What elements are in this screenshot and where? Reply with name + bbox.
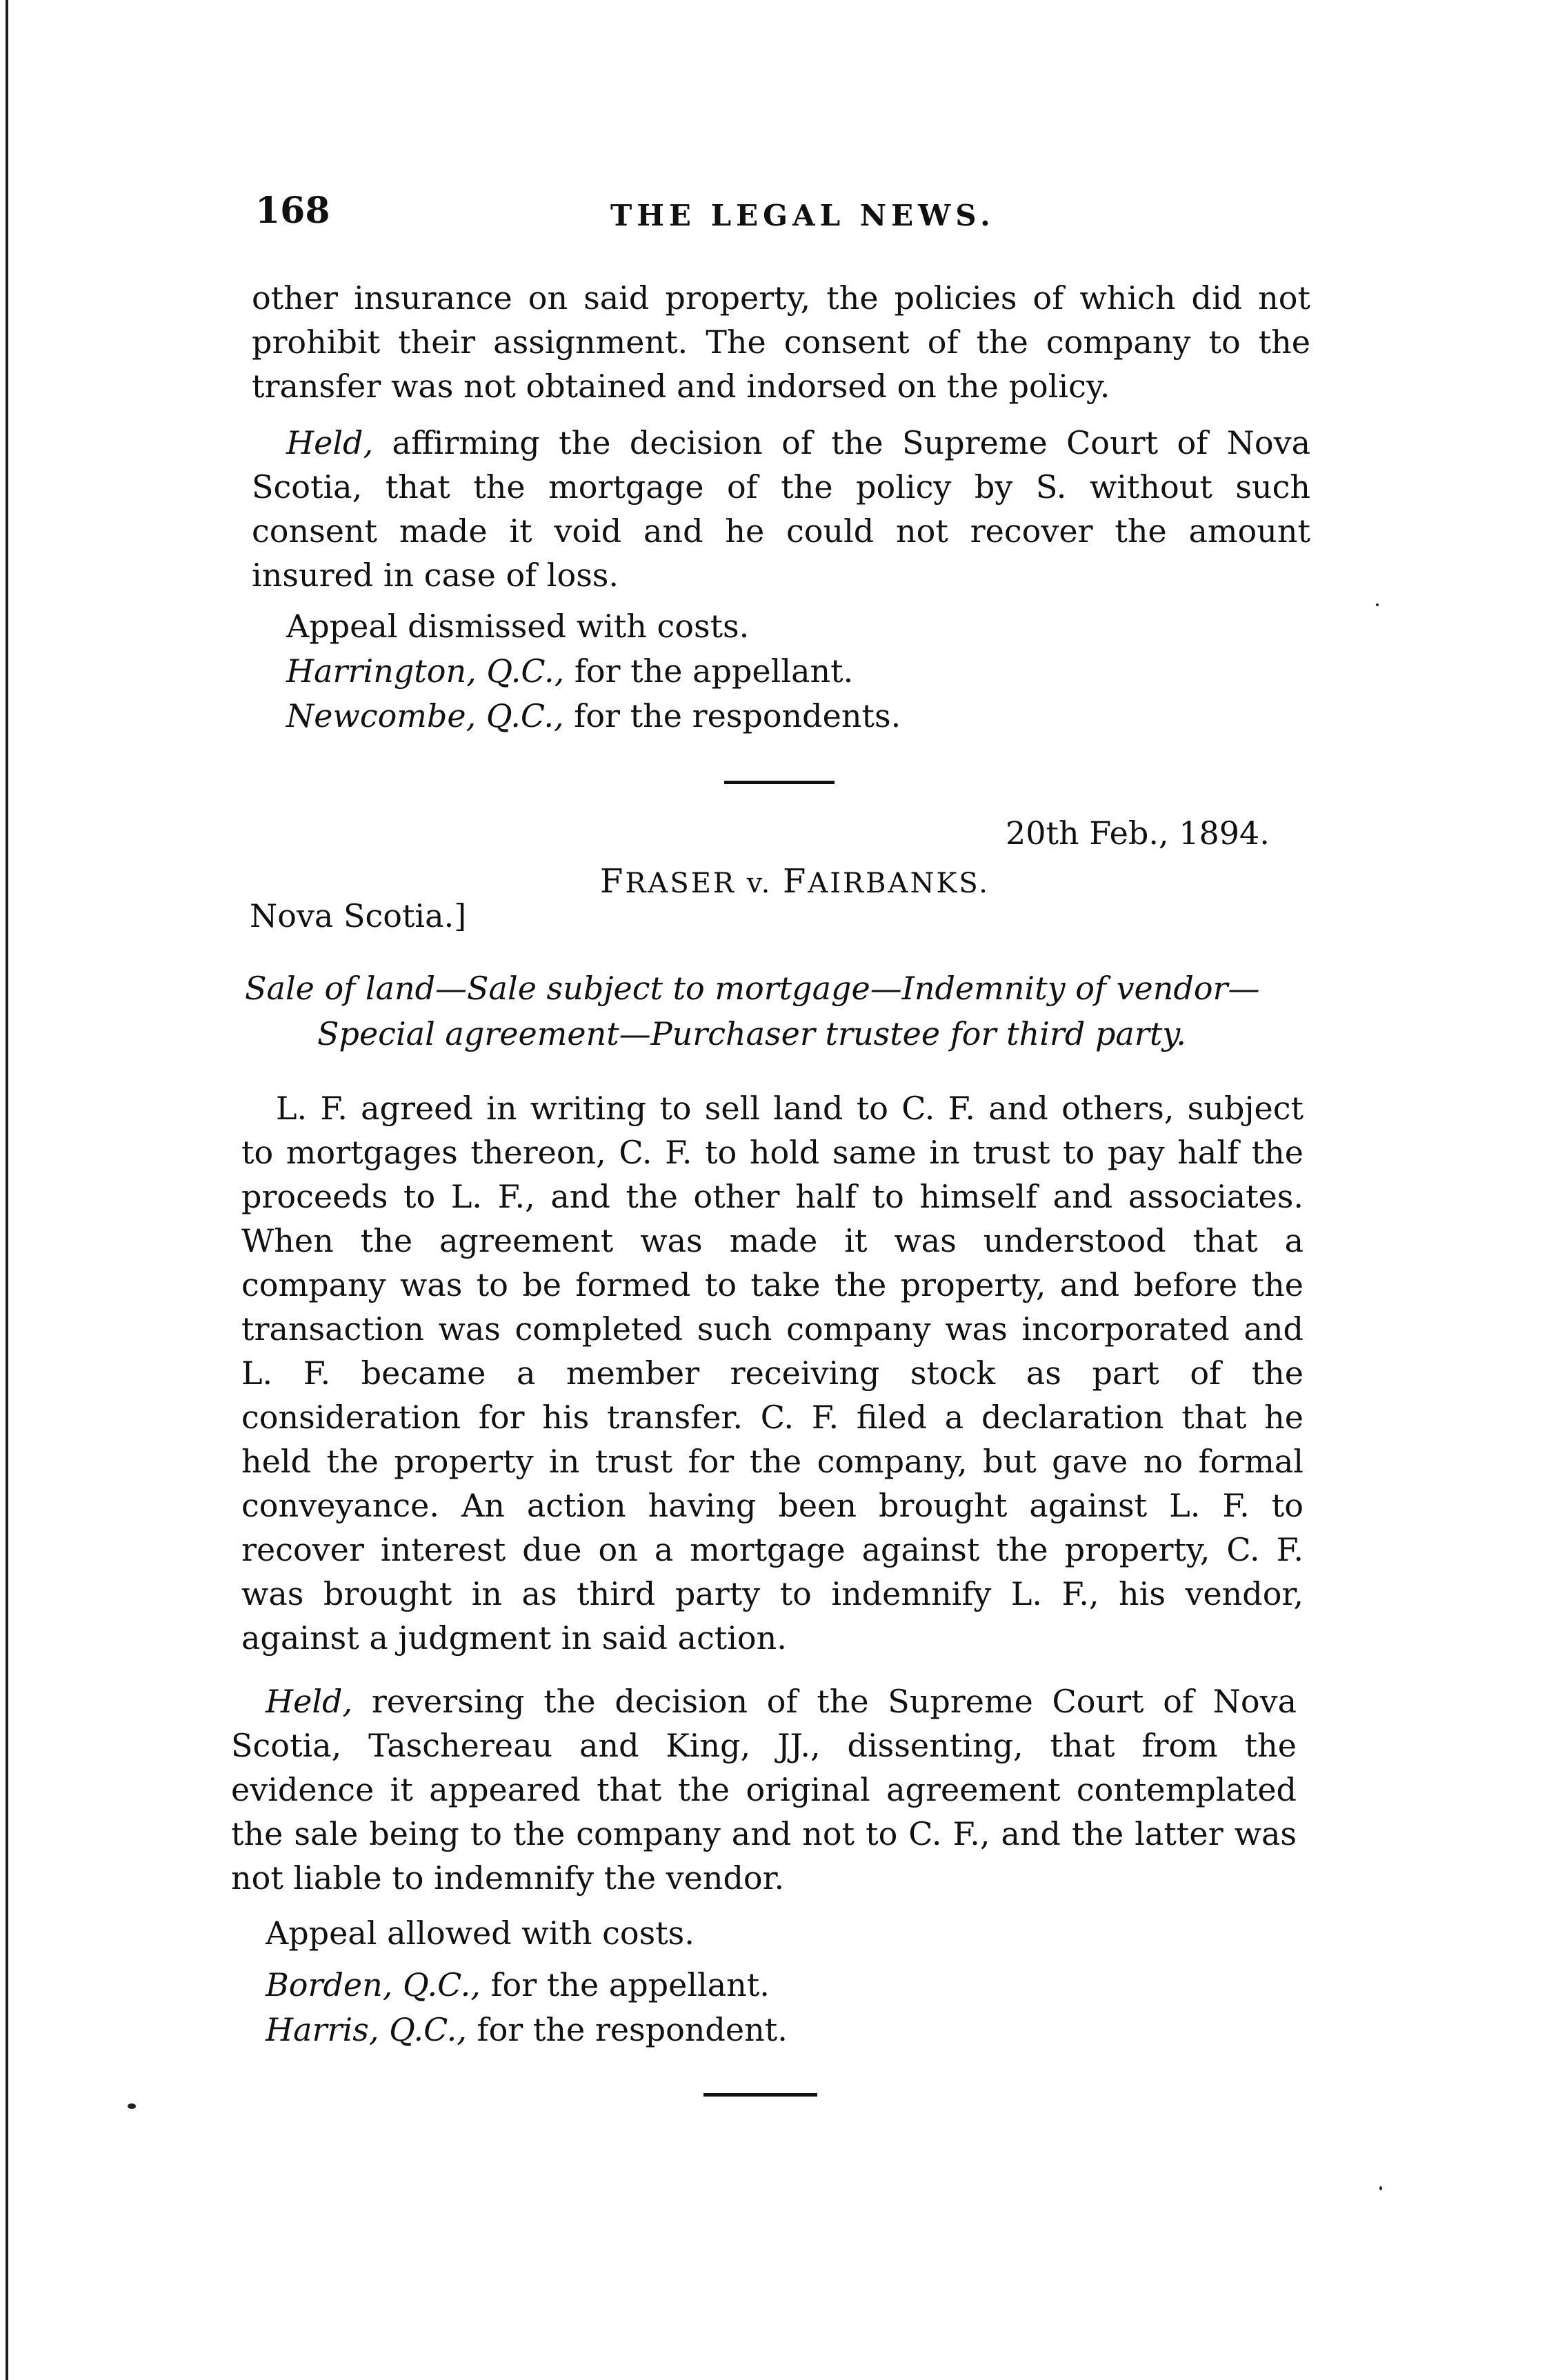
page-number: 168	[255, 190, 330, 232]
case1-holding-paragraph	[252, 421, 1310, 597]
running-title: THE LEGAL NEWS.	[610, 199, 995, 232]
case1-counsel-respondents-name: Newcombe, Q.C.,	[286, 697, 564, 734]
case2-headnote-line1: Sale of land—Sale subject to mortgage—Indemnity of vendor—	[245, 970, 1260, 1007]
case1-counsel-respondents-role: for the respondents.	[563, 697, 901, 734]
section-divider-end	[703, 2093, 817, 2097]
case2-counsel-respondent-name: Harris, Q.C.,	[266, 2011, 467, 2048]
case2-facts-paragraph	[241, 1086, 1304, 1660]
section-divider	[724, 781, 835, 784]
case2-date: 20th Feb., 1894.	[1006, 814, 1270, 852]
ink-speck	[128, 2103, 136, 2109]
case2-title: FRASER v. FAIRBANKS.	[600, 862, 990, 901]
case1-facts-text: other insurance on said property, the policies of which did not prohibit their assignment. The consent of the company to the transfer was not obtained and indorsed on the policy.	[252, 279, 1310, 405]
case1-held-text: affirming the decision of the Supreme Court of Nova Scotia, that the mortgage of the policy by S. without such consent made it void and he could not recover the amount insured in case of loss.	[252, 424, 1310, 594]
case1-counsel-appellant-name: Harrington, Q.C.,	[286, 652, 565, 690]
case1-held-label: Held,	[286, 424, 374, 461]
case2-headnote	[245, 966, 1321, 1057]
case2-held-text: reversing the decision of the Supreme Court of Nova Scotia, Taschereau and King, JJ., dissenting, that from the evidence it appeared that the original agreement contemplated the sale being to the company and not to C. F., and the latter was not liable to indemnify the vendor.	[231, 1683, 1297, 1897]
ink-speck	[1379, 2186, 1382, 2190]
case2-held-label: Held,	[266, 1683, 353, 1720]
page-edge-rule	[6, 0, 8, 2380]
case2-holding-paragraph	[231, 1679, 1297, 1900]
case2-court: Nova Scotia.]	[250, 897, 467, 934]
case2-headnote-line2: Special agreement—Purchaser trustee for third party.	[317, 1015, 1186, 1052]
case1-disposition: Appeal dismissed with costs.	[286, 608, 750, 645]
ink-speck	[1376, 603, 1379, 606]
case1-continuation-paragraph	[252, 276, 1310, 408]
case2-counsel-respondent	[266, 2010, 788, 2049]
case2-facts-text: L. F. agreed in writing to sell land to C. F. and others, subject to mortgages thereon, C. F. to hold same in trust to pay half the proceeds to L. F., and the other half to himself and associates. When the agreement was made it was understood that a company was to be formed to take the property, and before the transaction was completed such company was incorporated and L. F. became a member receiving stock as part of the consideration for his transfer. C. F. filed a declaration that he held the property in trust for the company, but gave no formal conveyance. An action having been brought against L. F. to recover interest due on a mortgage against the property, C. F. was brought in as third party to indemnify L. F., his vendor, against a judgment in said action.	[241, 1090, 1304, 1657]
case1-counsel-respondents	[286, 697, 901, 735]
case2-disposition: Appeal allowed with costs.	[266, 1914, 695, 1952]
case2-counsel-appellant-name: Borden, Q.C.,	[266, 1966, 481, 2003]
case2-counsel-appellant-role: for the appellant.	[480, 1966, 770, 2003]
case1-counsel-appellant	[286, 652, 853, 690]
case2-counsel-appellant	[266, 1966, 770, 2004]
case2-counsel-respondent-role: for the respondent.	[466, 2011, 788, 2048]
case1-counsel-appellant-role: for the appellant.	[564, 652, 854, 690]
